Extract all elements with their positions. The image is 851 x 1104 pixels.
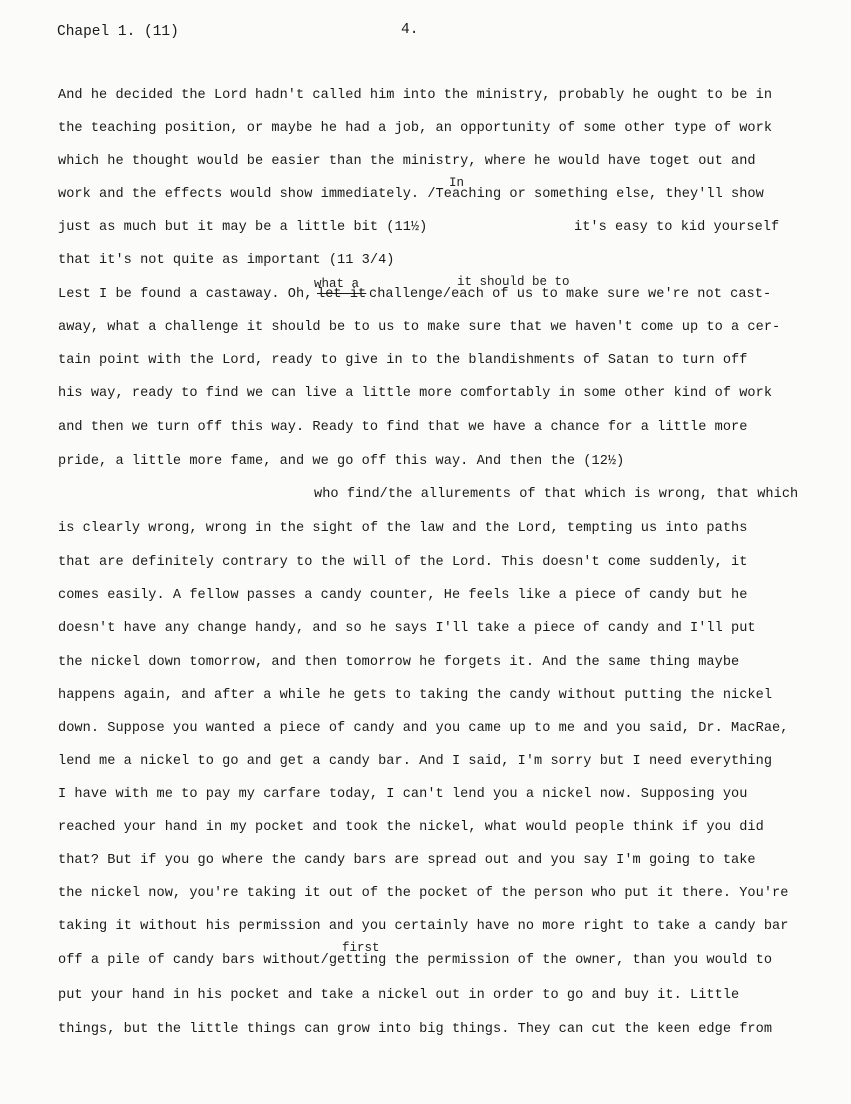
text-line: happens again, and after a while he gets to taking the candy without putting the nickel	[58, 688, 773, 703]
text-line: the nickel down tomorrow, and then tomorrow he forgets it. And the same thing maybe	[58, 655, 740, 670]
text-line: his way, ready to find we can live a little more comfortably in some other kind of work	[58, 386, 773, 401]
text-line: which he thought would be easier than the ministry, where he would have toget out and	[58, 154, 756, 169]
text-line: the teaching position, or maybe he had a job, an opportunity of some other type of work	[58, 121, 773, 136]
text-line: things, but the little things can grow into big things. They can cut the keen edge from	[58, 1022, 773, 1037]
text-line: doesn't have any change handy, and so he says I'll take a piece of candy and I'll put	[58, 621, 756, 636]
chapel-header: Chapel 1. (11)	[57, 24, 179, 40]
insertion-first: first	[342, 941, 380, 955]
text-line: comes easily. A fellow passes a candy counter, He feels like a piece of candy but he	[58, 588, 748, 603]
page-number: 4.	[401, 22, 419, 38]
insertion-what-a: what a	[314, 277, 360, 291]
struck-text: let it	[317, 287, 367, 302]
text-line-continued: challenge/each of us to make sure we're not cast-	[369, 287, 772, 302]
text-line: that? But if you go where the candy bars are spread out and you say I'm going to take	[58, 853, 756, 868]
text-line: down. Suppose you wanted a piece of candy and you came up to me and you said, Dr. MacRae,	[58, 721, 789, 736]
text-line: and then we turn off this way. Ready to find that we have a chance for a little more	[58, 420, 748, 435]
insertion-it-should-be-to: it should be to	[457, 275, 570, 289]
text-line-indented: who find/the allurements of that which is wrong, that which	[314, 487, 799, 502]
text-line: just as much but it may be a little bit (11½)	[58, 220, 428, 235]
text-line: I have with me to pay my carfare today, I can't lend you a nickel now. Supposing you	[58, 787, 748, 802]
text-line-right: it's easy to kid yourself	[574, 220, 780, 235]
text-line: is clearly wrong, wrong in the sight of the law and the Lord, tempting us into paths	[58, 521, 748, 536]
text-line: lend me a nickel to go and get a candy bar. And I said, I'm sorry but I need everything	[58, 754, 773, 769]
text-line: taking it without his permission and you certainly have no more right to take a candy bar	[58, 919, 789, 934]
text-line: work and the effects would show immediately. /Teaching or something else, they'll show	[58, 187, 764, 202]
text-line: the nickel now, you're taking it out of the pocket of the person who put it there. You're	[58, 886, 789, 901]
text-line: that are definitely contrary to the will of the Lord. This doesn't come suddenly, it	[58, 555, 748, 570]
text-line: pride, a little more fame, and we go off this way. And then the (12½)	[58, 454, 625, 469]
text-line: reached your hand in my pocket and took the nickel, what would people think if you did	[58, 820, 764, 835]
text-line: And he decided the Lord hadn't called him into the ministry, probably he ought to be in	[58, 88, 773, 103]
text-line: put your hand in his pocket and take a nickel out in order to go and buy it. Little	[58, 988, 740, 1003]
text-line: tain point with the Lord, ready to give in to the blandishments of Satan to turn off	[58, 353, 748, 368]
insertion-in: In	[449, 176, 465, 190]
text-line: Lest I be found a castaway. Oh,	[58, 287, 313, 302]
text-line: that it's not quite as important (11 3/4)	[58, 253, 395, 268]
text-line: away, what a challenge it should be to us to make sure that we haven't come up to a cer-	[58, 320, 781, 335]
text-line: off a pile of candy bars without/getting the permission of the owner, than you would to	[58, 953, 773, 968]
